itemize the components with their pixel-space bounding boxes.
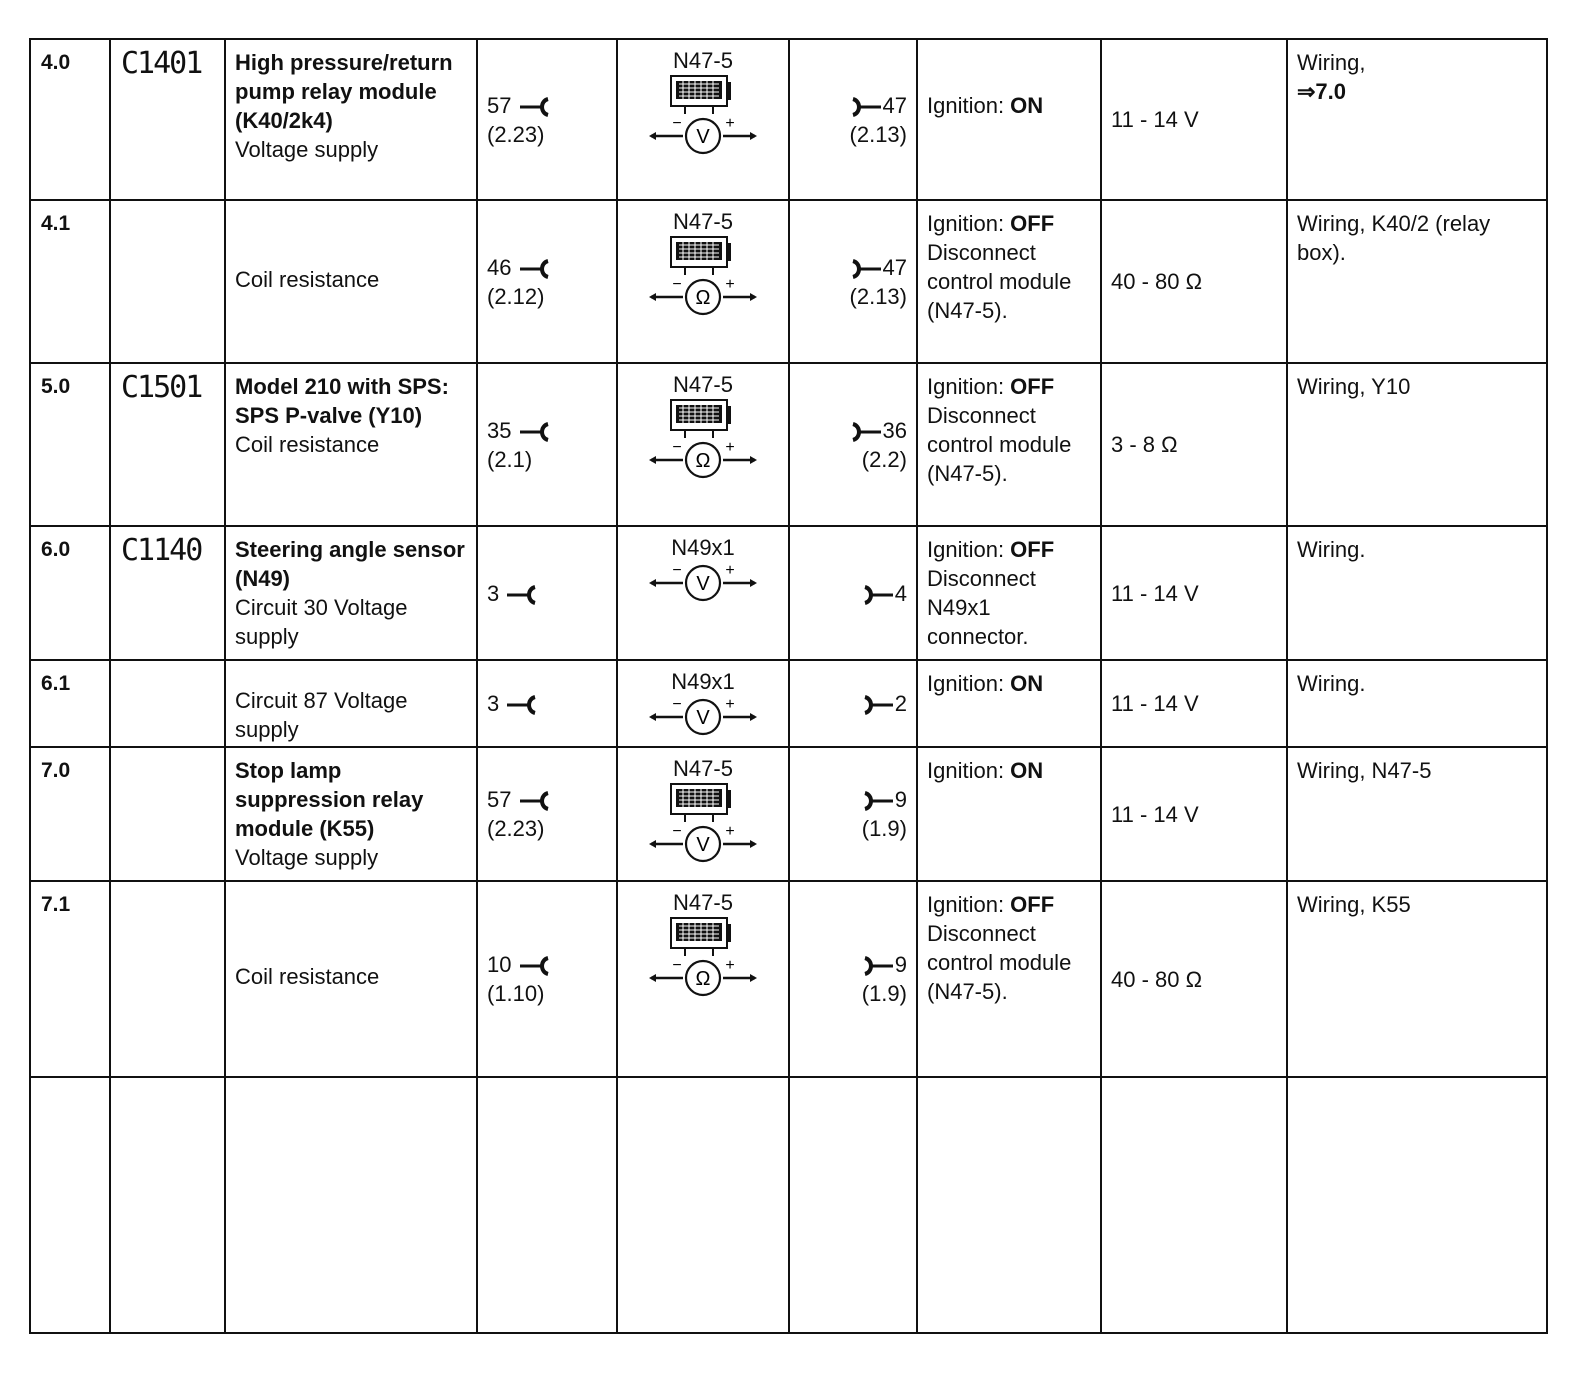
- probe-right-icon: [861, 694, 895, 716]
- table-row: [30, 526, 1547, 660]
- ignition-label: Ignition:: [927, 671, 1011, 696]
- remedy-text: Wiring, K55: [1297, 892, 1411, 917]
- empty-row: [30, 1077, 1547, 1333]
- test-description: Circuit 30 Voltage supply: [235, 595, 408, 649]
- table-row: [30, 363, 1547, 526]
- meter-diagram: [618, 748, 788, 873]
- pin-right: [790, 91, 916, 149]
- empty-cell: [30, 1077, 110, 1333]
- remedy-text: Wiring.: [1297, 537, 1366, 562]
- remedy-cell: [1287, 39, 1547, 200]
- meter-diagram: [618, 364, 788, 489]
- remedy-cell: [1287, 200, 1547, 363]
- component-cell: [225, 200, 477, 363]
- probe-left-icon: [505, 584, 539, 606]
- pin-left-number: 10: [487, 952, 512, 977]
- connector-icon: [671, 918, 731, 956]
- spec-cell: [1101, 747, 1287, 881]
- svg-text:−: −: [672, 696, 682, 713]
- empty-cell: [477, 1077, 617, 1333]
- empty-cell: [917, 1077, 1101, 1333]
- meter-icon: [643, 695, 763, 739]
- connector-icon: [671, 237, 731, 275]
- meter-cell: [617, 881, 789, 1077]
- ignition-label: Ignition:: [927, 92, 1011, 118]
- fault-code-cell: [110, 39, 225, 200]
- ignition-label: Ignition:: [927, 758, 1011, 783]
- pin-left-ref: (2.12): [487, 283, 545, 309]
- fault-code-cell: [110, 363, 225, 526]
- table-row: [30, 200, 1547, 363]
- spec-cell: [1101, 660, 1287, 747]
- pin-left: [478, 950, 616, 1008]
- test-description: Voltage supply: [235, 845, 379, 870]
- meter-cell: [617, 200, 789, 363]
- probe-right-icon: [861, 955, 895, 977]
- conditions-cell: [917, 200, 1101, 363]
- step-number: 7.1: [41, 893, 71, 916]
- component-cell: [225, 39, 477, 200]
- test-conditions: [918, 40, 1100, 120]
- probe-left-icon: [505, 694, 539, 716]
- connector-icon: [671, 784, 731, 822]
- table-row: [30, 660, 1547, 747]
- spec-cell: [1101, 39, 1287, 200]
- step-cell: [30, 660, 110, 747]
- meter-diagram: [618, 201, 788, 326]
- specified-value: 11 - 14 V: [1111, 691, 1199, 716]
- step-cell: [30, 200, 110, 363]
- pin-right-ref: (2.13): [849, 121, 907, 147]
- pin-right-number: 9: [894, 787, 907, 812]
- test-conditions: [918, 364, 1100, 488]
- component-name: Model 210 with SPS: SPS P-valve (Y10): [235, 374, 449, 428]
- ignition-label: Ignition:: [927, 892, 1011, 917]
- ignition-label: Ignition:: [927, 374, 1011, 399]
- pin-left-number: 3: [487, 580, 500, 606]
- spec-cell: [1101, 881, 1287, 1077]
- specified-value: 40 - 80 Ω: [1111, 966, 1203, 992]
- component-description: [226, 364, 476, 459]
- pin-left-number: 3: [487, 691, 500, 716]
- meter-cell: [617, 526, 789, 660]
- remedy-text: Wiring.: [1297, 671, 1366, 696]
- svg-text:−: −: [672, 957, 682, 974]
- pin-left-cell: [477, 200, 617, 363]
- pin-right-cell: [789, 526, 917, 660]
- test-description: Coil resistance: [235, 432, 380, 457]
- connector-icon: [671, 76, 731, 114]
- pin-right: [790, 950, 916, 1008]
- probe-left-icon: [518, 421, 552, 443]
- pin-left-cell: [477, 526, 617, 660]
- component-name: Stop lamp suppression relay module (K55): [235, 758, 424, 841]
- remedy-text: Wiring, Y10: [1297, 374, 1411, 399]
- probe-left-icon: [518, 790, 552, 812]
- step-number: 6.0: [41, 538, 71, 561]
- conditions-cell: [917, 39, 1101, 200]
- pin-left-cell: [477, 660, 617, 747]
- pin-right-number: 47: [882, 254, 907, 280]
- meter-connector-label: N47-5: [673, 209, 733, 234]
- svg-text:+: +: [725, 957, 735, 974]
- component-cell: [225, 363, 477, 526]
- step-cell: [30, 363, 110, 526]
- specified-value: 11 - 14 V: [1111, 580, 1199, 606]
- possible-cause: [1288, 364, 1546, 401]
- ignition-state: OFF: [1010, 537, 1055, 562]
- empty-cell: [789, 1077, 917, 1333]
- meter-cell: [617, 39, 789, 200]
- specified-value: 40 - 80 Ω: [1111, 269, 1203, 294]
- component-description: [226, 201, 476, 294]
- svg-text:−: −: [672, 276, 682, 293]
- pin-left: [478, 579, 616, 608]
- pin-right-cell: [789, 363, 917, 526]
- step-number: 5.0: [41, 375, 71, 398]
- pin-left: [478, 689, 616, 718]
- ignition-state: OFF: [1010, 892, 1055, 917]
- pin-left-number: 35: [487, 417, 512, 443]
- meter-icon: [643, 74, 763, 158]
- specified-value: 3 - 8 Ω: [1111, 432, 1178, 457]
- step-number: 4.1: [41, 212, 71, 235]
- component-description: [226, 882, 476, 991]
- remedy-cell: [1287, 363, 1547, 526]
- svg-text:−: −: [672, 115, 682, 132]
- pin-right-ref: (1.9): [861, 981, 907, 1006]
- ignition-label: Ignition:: [927, 537, 1011, 562]
- step-cell: [30, 747, 110, 881]
- probe-left-icon: [518, 96, 552, 118]
- fault-code: [111, 748, 224, 756]
- table-row: [30, 39, 1547, 200]
- pin-right-cell: [789, 39, 917, 200]
- pin-right-number: 47: [882, 92, 907, 118]
- test-conditions: [918, 661, 1100, 698]
- fault-code-cell: [110, 747, 225, 881]
- pin-right-cell: [789, 200, 917, 363]
- meter-connector-label: N47-5: [673, 890, 733, 915]
- specified-value: 11 - 14 V: [1111, 801, 1199, 827]
- ignition-state: OFF: [1010, 374, 1055, 399]
- pin-right-ref: (2.13): [849, 283, 907, 309]
- meter-icon: [643, 782, 763, 866]
- ignition-state: OFF: [1010, 211, 1055, 236]
- pin-right: [790, 785, 916, 843]
- condition-note: Disconnect control module (N47-5).: [927, 921, 1072, 1004]
- conditions-cell: [917, 363, 1101, 526]
- pin-right: [790, 579, 916, 608]
- empty-cell: [617, 1077, 789, 1333]
- pin-right-ref: (1.9): [861, 816, 907, 841]
- possible-cause: [1288, 882, 1546, 919]
- probe-right-icon: [849, 258, 883, 280]
- pin-right-number: 9: [894, 952, 907, 977]
- test-description: Voltage supply: [235, 137, 379, 162]
- pin-left-ref: (2.1): [487, 446, 533, 472]
- component-cell: [225, 526, 477, 660]
- step-cell: [30, 881, 110, 1077]
- pin-right-cell: [789, 881, 917, 1077]
- pin-left-cell: [477, 363, 617, 526]
- spec-cell: [1101, 526, 1287, 660]
- meter-icon: [643, 561, 763, 605]
- test-conditions: [918, 527, 1100, 651]
- test-description: Circuit 87 Voltage supply: [235, 688, 408, 742]
- pin-right-number: 36: [882, 417, 907, 443]
- component-description: [226, 527, 476, 651]
- svg-text:+: +: [725, 562, 735, 579]
- pin-left: [478, 91, 616, 149]
- meter-cell: [617, 660, 789, 747]
- meter-diagram: [618, 661, 788, 746]
- pin-left-number: 46: [487, 254, 512, 280]
- svg-text:+: +: [725, 696, 735, 713]
- pin-right-number: 2: [894, 691, 907, 716]
- table-row: [30, 881, 1547, 1077]
- meter-icon: [643, 916, 763, 1000]
- spec-cell: [1101, 200, 1287, 363]
- component-description: [226, 661, 476, 744]
- pin-left: [478, 253, 616, 311]
- fault-code: [111, 201, 224, 209]
- remedy-cell: [1287, 881, 1547, 1077]
- conditions-cell: [917, 660, 1101, 747]
- probe-right-icon: [861, 790, 895, 812]
- remedy-cell: [1287, 747, 1547, 881]
- svg-text:+: +: [725, 823, 735, 840]
- svg-text:−: −: [672, 439, 682, 456]
- pin-left: [478, 785, 616, 843]
- ignition-label: Ignition:: [927, 211, 1011, 236]
- component-description: [226, 40, 476, 164]
- condition-note: Disconnect control module (N47-5).: [927, 403, 1072, 486]
- svg-text:V: V: [696, 126, 710, 148]
- table-row: [30, 747, 1547, 881]
- fault-code-cell: [110, 526, 225, 660]
- fault-code: C1501: [121, 370, 202, 405]
- pin-left-number: 57: [487, 92, 512, 118]
- component-cell: [225, 747, 477, 881]
- possible-cause: [1288, 40, 1546, 106]
- remedy-text: Wiring, N47-5: [1297, 758, 1432, 783]
- ignition-state: ON: [1010, 92, 1044, 118]
- pin-right: [790, 416, 916, 474]
- empty-cell: [1101, 1077, 1287, 1333]
- meter-icon: [643, 398, 763, 482]
- pin-left-cell: [477, 881, 617, 1077]
- condition-note: Disconnect N49x1 connector.: [927, 566, 1036, 649]
- component-cell: [225, 881, 477, 1077]
- step-cell: [30, 526, 110, 660]
- pin-right: [790, 253, 916, 311]
- diagnosis-table: [29, 38, 1548, 1334]
- empty-cell: [225, 1077, 477, 1333]
- meter-icon: [643, 235, 763, 319]
- step-cell: [30, 39, 110, 200]
- specified-value: 11 - 14 V: [1111, 107, 1199, 132]
- spec-cell: [1101, 363, 1287, 526]
- fault-code: [111, 882, 224, 890]
- pin-left-ref: (1.10): [487, 981, 545, 1006]
- empty-cell: [1287, 1077, 1547, 1333]
- meter-connector-label: N47-5: [673, 756, 733, 781]
- meter-diagram: [618, 40, 788, 165]
- pin-left: [478, 416, 616, 474]
- meter-diagram: [618, 527, 788, 612]
- pin-right-ref: (2.2): [861, 446, 907, 472]
- test-conditions: [918, 748, 1100, 785]
- probe-right-icon: [849, 421, 883, 443]
- step-number: 4.0: [41, 51, 71, 74]
- pin-right-cell: [789, 660, 917, 747]
- probe-right-icon: [849, 96, 883, 118]
- meter-cell: [617, 747, 789, 881]
- pin-left-ref: (2.23): [487, 121, 545, 147]
- fault-code-cell: [110, 660, 225, 747]
- step-number: 6.1: [41, 672, 71, 695]
- possible-cause: [1288, 527, 1546, 564]
- meter-connector-label: N49x1: [671, 535, 735, 560]
- empty-cell: [110, 1077, 225, 1333]
- svg-text:+: +: [725, 439, 735, 456]
- pin-left-number: 57: [487, 787, 512, 812]
- test-conditions: [918, 201, 1100, 325]
- test-description: Coil resistance: [235, 266, 380, 292]
- connector-icon: [671, 400, 731, 438]
- meter-connector-label: N47-5: [673, 372, 733, 397]
- test-description: Coil resistance: [235, 964, 380, 989]
- meter-cell: [617, 363, 789, 526]
- svg-text:+: +: [725, 276, 735, 293]
- pin-right-cell: [789, 747, 917, 881]
- step-number: 7.0: [41, 759, 71, 782]
- probe-right-icon: [861, 584, 895, 606]
- condition-note: Disconnect control module (N47-5).: [927, 240, 1072, 323]
- remedy-text: Wiring, K40/2 (relay box).: [1297, 211, 1491, 265]
- remedy-cell: [1287, 660, 1547, 747]
- component-cell: [225, 660, 477, 747]
- svg-text:+: +: [725, 115, 735, 132]
- fault-code: C1401: [121, 46, 202, 81]
- meter-connector-label: N47-5: [673, 48, 733, 73]
- meter-diagram: [618, 882, 788, 1007]
- probe-left-icon: [518, 955, 552, 977]
- svg-text:V: V: [696, 707, 710, 729]
- fault-code: [111, 661, 224, 669]
- component-description: [226, 748, 476, 872]
- pin-right-number: 4: [894, 580, 907, 606]
- svg-text:−: −: [672, 562, 682, 579]
- svg-text:V: V: [696, 834, 710, 856]
- test-conditions: [918, 882, 1100, 1006]
- fault-code-cell: [110, 200, 225, 363]
- possible-cause: [1288, 661, 1546, 698]
- meter-connector-label: N49x1: [671, 669, 735, 694]
- remedy-text: Wiring,: [1297, 50, 1366, 75]
- svg-text:Ω: Ω: [695, 450, 711, 472]
- pin-left-ref: (2.23): [487, 816, 545, 841]
- fault-code-cell: [110, 881, 225, 1077]
- component-name: Steering angle sensor (N49): [235, 537, 465, 591]
- conditions-cell: [917, 747, 1101, 881]
- remedy-cell: [1287, 526, 1547, 660]
- svg-text:Ω: Ω: [695, 287, 711, 309]
- possible-cause: [1288, 748, 1546, 785]
- pin-right: [790, 689, 916, 718]
- fault-code: C1140: [121, 533, 202, 568]
- remedy-reference: ⇒7.0: [1297, 79, 1347, 104]
- ignition-state: ON: [1010, 671, 1044, 696]
- pin-left-cell: [477, 747, 617, 881]
- component-name: High pressure/return pump relay module (K40/2k4): [235, 50, 453, 133]
- pin-left-cell: [477, 39, 617, 200]
- conditions-cell: [917, 881, 1101, 1077]
- probe-left-icon: [518, 258, 552, 280]
- possible-cause: [1288, 201, 1546, 267]
- ignition-state: ON: [1010, 758, 1044, 783]
- svg-text:Ω: Ω: [695, 968, 711, 990]
- svg-text:−: −: [672, 823, 682, 840]
- conditions-cell: [917, 526, 1101, 660]
- svg-text:V: V: [696, 573, 710, 595]
